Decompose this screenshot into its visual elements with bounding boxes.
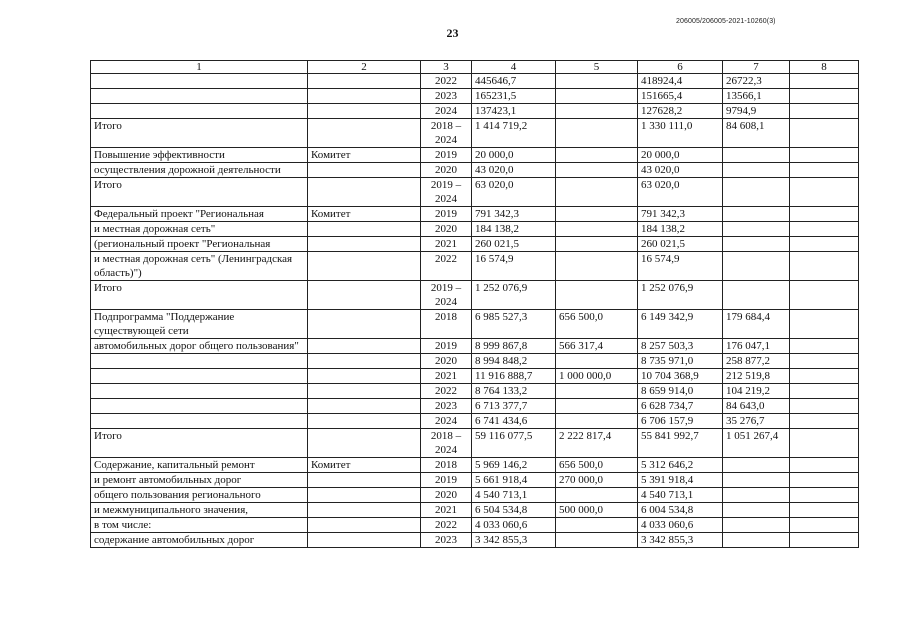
table-cell-c2: [308, 310, 421, 339]
table-row: [91, 89, 859, 104]
table-cell-c1: содержание автомобильных дорог: [91, 533, 308, 548]
table-cell-c1: Федеральный проект "Региональная: [91, 207, 308, 222]
table-cell-c6: 55 841 992,7: [638, 429, 723, 458]
table-cell-c5: [556, 163, 638, 178]
column-header: 6: [638, 61, 723, 74]
table-row: [91, 533, 859, 548]
table-cell-c4: 260 021,5: [472, 237, 556, 252]
table-cell-c4: 43 020,0: [472, 163, 556, 178]
table-cell-c5: [556, 414, 638, 429]
table-cell-c7: 9794,9: [723, 104, 790, 119]
table-cell-c1: (региональный проект "Региональная: [91, 237, 308, 252]
table-cell-c8: [790, 429, 859, 458]
table-cell-c3: 2022: [421, 252, 472, 281]
table-cell-c7: [723, 207, 790, 222]
table-row: [91, 354, 859, 369]
table-cell-c3: 2023: [421, 533, 472, 548]
table-cell-c8: [790, 74, 859, 89]
column-header: 7: [723, 61, 790, 74]
table-cell-c2: [308, 399, 421, 414]
table-cell-c5: [556, 89, 638, 104]
table-cell-c3: 2019 – 2024: [421, 178, 472, 207]
table-cell-c6: 1 330 111,0: [638, 119, 723, 148]
table-cell-c1: Итого: [91, 119, 308, 148]
table-cell-c1: и межмуниципального значения,: [91, 503, 308, 518]
table-cell-c2: [308, 178, 421, 207]
table-cell-c6: 151665,4: [638, 89, 723, 104]
table-cell-c2: [308, 119, 421, 148]
table-cell-c7: 176 047,1: [723, 339, 790, 354]
column-header: 8: [790, 61, 859, 74]
table-row: [91, 104, 859, 119]
table-row: [91, 119, 859, 148]
table-row: [91, 384, 859, 399]
table-cell-c8: [790, 281, 859, 310]
table-cell-c3: 2023: [421, 89, 472, 104]
table-cell-c6: 8 735 971,0: [638, 354, 723, 369]
table-cell-c5: [556, 518, 638, 533]
table-cell-c8: [790, 339, 859, 354]
table-row: [91, 163, 859, 178]
table-cell-c8: [790, 369, 859, 384]
table-cell-c2: [308, 163, 421, 178]
table-row: [91, 429, 859, 458]
table-cell-c7: 26722,3: [723, 74, 790, 89]
table-cell-c5: [556, 354, 638, 369]
table-cell-c5: 656 500,0: [556, 310, 638, 339]
table-cell-c4: 6 713 377,7: [472, 399, 556, 414]
table-cell-c5: 656 500,0: [556, 458, 638, 473]
table-cell-c8: [790, 414, 859, 429]
table-cell-c2: [308, 74, 421, 89]
table-cell-c7: [723, 458, 790, 473]
table-cell-c3: 2024: [421, 414, 472, 429]
table-cell-c6: 16 574,9: [638, 252, 723, 281]
table-cell-c6: 791 342,3: [638, 207, 723, 222]
table-cell-c4: 445646,7: [472, 74, 556, 89]
table-cell-c4: 5 969 146,2: [472, 458, 556, 473]
table-cell-c1: Подпрограмма "Поддержание существующей сети: [91, 310, 308, 339]
table-cell-c8: [790, 237, 859, 252]
table-cell-c2: [308, 503, 421, 518]
table-cell-c7: 1 051 267,4: [723, 429, 790, 458]
table-cell-c1: осуществления дорожной деятельности: [91, 163, 308, 178]
table-cell-c6: 4 540 713,1: [638, 488, 723, 503]
column-header: 4: [472, 61, 556, 74]
table-row: [91, 399, 859, 414]
table-cell-c7: [723, 237, 790, 252]
table-cell-c6: 1 252 076,9: [638, 281, 723, 310]
table-cell-c4: 1 414 719,2: [472, 119, 556, 148]
table-row: [91, 473, 859, 488]
table-cell-c2: [308, 429, 421, 458]
table-cell-c3: 2022: [421, 74, 472, 89]
table-cell-c8: [790, 473, 859, 488]
table-cell-c3: 2018: [421, 310, 472, 339]
table-cell-c4: 8 994 848,2: [472, 354, 556, 369]
table-cell-c1: и местная дорожная сеть" (Ленинградская область)"): [91, 252, 308, 281]
table-cell-c8: [790, 384, 859, 399]
table-cell-c3: 2019 – 2024: [421, 281, 472, 310]
table-cell-c6: 6 149 342,9: [638, 310, 723, 339]
table-cell-c2: [308, 533, 421, 548]
table-cell-c7: 13566,1: [723, 89, 790, 104]
column-header: 1: [91, 61, 308, 74]
table-cell-c6: 20 000,0: [638, 148, 723, 163]
table-cell-c7: [723, 178, 790, 207]
table-cell-c8: [790, 488, 859, 503]
table-row: [91, 518, 859, 533]
table-cell-c7: 258 877,2: [723, 354, 790, 369]
table-cell-c4: 16 574,9: [472, 252, 556, 281]
table-cell-c1: [91, 414, 308, 429]
table-cell-c1: Повышение эффективности: [91, 148, 308, 163]
table-cell-c4: 165231,5: [472, 89, 556, 104]
table-cell-c5: [556, 281, 638, 310]
table-cell-c6: 6 706 157,9: [638, 414, 723, 429]
table-cell-c4: 791 342,3: [472, 207, 556, 222]
table-cell-c1: [91, 369, 308, 384]
table-cell-c5: [556, 178, 638, 207]
table-cell-c1: и ремонт автомобильных дорог: [91, 473, 308, 488]
table-cell-c5: [556, 533, 638, 548]
table-cell-c7: [723, 148, 790, 163]
table-cell-c3: 2019: [421, 473, 472, 488]
table-cell-c1: [91, 399, 308, 414]
column-header: 3: [421, 61, 472, 74]
table-cell-c5: 1 000 000,0: [556, 369, 638, 384]
table-cell-c4: 5 661 918,4: [472, 473, 556, 488]
table-cell-c5: 2 222 817,4: [556, 429, 638, 458]
table-cell-c3: 2019: [421, 148, 472, 163]
table-cell-c5: [556, 207, 638, 222]
table-cell-c2: [308, 89, 421, 104]
table-cell-c8: [790, 148, 859, 163]
table-cell-c1: [91, 89, 308, 104]
table-row: [91, 488, 859, 503]
table-cell-c7: [723, 533, 790, 548]
table-cell-c2: Комитет: [308, 458, 421, 473]
table-cell-c4: 6 741 434,6: [472, 414, 556, 429]
table-row: [91, 414, 859, 429]
table-cell-c6: 10 704 368,9: [638, 369, 723, 384]
table-cell-c3: 2023: [421, 399, 472, 414]
table-cell-c3: 2021: [421, 503, 472, 518]
table-cell-c8: [790, 503, 859, 518]
table-cell-c4: 3 342 855,3: [472, 533, 556, 548]
table-cell-c4: 1 252 076,9: [472, 281, 556, 310]
table-cell-c2: [308, 518, 421, 533]
table-cell-c2: [308, 339, 421, 354]
table-cell-c2: [308, 281, 421, 310]
table-cell-c7: [723, 281, 790, 310]
column-header: 2: [308, 61, 421, 74]
table-cell-c4: 6 985 527,3: [472, 310, 556, 339]
table-cell-c5: [556, 237, 638, 252]
table-cell-c4: 59 116 077,5: [472, 429, 556, 458]
table-cell-c7: 212 519,8: [723, 369, 790, 384]
table-row: [91, 503, 859, 518]
table-cell-c2: Комитет: [308, 207, 421, 222]
table-cell-c6: 184 138,2: [638, 222, 723, 237]
table-cell-c8: [790, 354, 859, 369]
table-cell-c6: 5 312 646,2: [638, 458, 723, 473]
table-cell-c5: [556, 252, 638, 281]
table-cell-c8: [790, 252, 859, 281]
table-cell-c4: 63 020,0: [472, 178, 556, 207]
table-cell-c3: 2022: [421, 384, 472, 399]
page-number: 23: [446, 26, 459, 40]
table-cell-c2: [308, 354, 421, 369]
table-cell-c7: 84 608,1: [723, 119, 790, 148]
table-cell-c8: [790, 518, 859, 533]
table-cell-c8: [790, 310, 859, 339]
table-cell-c2: [308, 237, 421, 252]
table-cell-c2: [308, 104, 421, 119]
table-row: [91, 207, 859, 222]
table-cell-c3: 2024: [421, 104, 472, 119]
table-cell-c7: [723, 473, 790, 488]
table-cell-c7: 179 684,4: [723, 310, 790, 339]
table-cell-c7: 35 276,7: [723, 414, 790, 429]
table-cell-c6: 6 004 534,8: [638, 503, 723, 518]
table-cell-c1: [91, 104, 308, 119]
table-cell-c7: [723, 222, 790, 237]
column-number-row: [91, 61, 859, 74]
table-row: [91, 237, 859, 252]
table-row: [91, 339, 859, 354]
table-cell-c5: 500 000,0: [556, 503, 638, 518]
table-cell-c4: 8 764 133,2: [472, 384, 556, 399]
table-cell-c2: [308, 414, 421, 429]
table-cell-c4: 184 138,2: [472, 222, 556, 237]
table-cell-c8: [790, 89, 859, 104]
table-cell-c3: 2019: [421, 339, 472, 354]
table-cell-c6: 6 628 734,7: [638, 399, 723, 414]
table-cell-c1: в том числе:: [91, 518, 308, 533]
table-cell-c1: Итого: [91, 429, 308, 458]
table-cell-c2: [308, 488, 421, 503]
table-cell-c6: 8 659 914,0: [638, 384, 723, 399]
table-cell-c5: 566 317,4: [556, 339, 638, 354]
table-cell-c4: 20 000,0: [472, 148, 556, 163]
table-cell-c3: 2021: [421, 237, 472, 252]
table-cell-c2: [308, 473, 421, 488]
table-cell-c4: 4 033 060,6: [472, 518, 556, 533]
table-cell-c5: [556, 222, 638, 237]
table-cell-c3: 2018 – 2024: [421, 429, 472, 458]
table-cell-c6: 63 020,0: [638, 178, 723, 207]
table-row: [91, 74, 859, 89]
table-cell-c7: [723, 518, 790, 533]
table-cell-c1: общего пользования регионального: [91, 488, 308, 503]
table-cell-c5: [556, 104, 638, 119]
table-cell-c2: [308, 384, 421, 399]
table-cell-c4: 4 540 713,1: [472, 488, 556, 503]
table-cell-c2: [308, 222, 421, 237]
table-cell-c5: [556, 488, 638, 503]
table-cell-c6: 418924,4: [638, 74, 723, 89]
table-row: [91, 369, 859, 384]
table-cell-c8: [790, 119, 859, 148]
table-row: [91, 310, 859, 339]
table-cell-c4: 6 504 534,8: [472, 503, 556, 518]
table-cell-c1: Итого: [91, 178, 308, 207]
table-cell-c3: 2019: [421, 207, 472, 222]
table-cell-c8: [790, 178, 859, 207]
table-cell-c3: 2018 – 2024: [421, 119, 472, 148]
table-cell-c3: 2022: [421, 518, 472, 533]
table-cell-c8: [790, 458, 859, 473]
table-row: [91, 281, 859, 310]
table-cell-c3: 2020: [421, 488, 472, 503]
table-cell-c2: [308, 252, 421, 281]
table-cell-c2: Комитет: [308, 148, 421, 163]
table-cell-c5: [556, 148, 638, 163]
table-cell-c5: 270 000,0: [556, 473, 638, 488]
table-cell-c1: [91, 354, 308, 369]
column-header: 5: [556, 61, 638, 74]
table-cell-c1: и местная дорожная сеть": [91, 222, 308, 237]
table-cell-c1: [91, 384, 308, 399]
table-row: [91, 252, 859, 281]
table-cell-c7: [723, 252, 790, 281]
table-cell-c8: [790, 207, 859, 222]
table-cell-c7: 104 219,2: [723, 384, 790, 399]
table-row: [91, 178, 859, 207]
table-cell-c5: [556, 119, 638, 148]
table-cell-c7: 84 643,0: [723, 399, 790, 414]
table-cell-c6: 43 020,0: [638, 163, 723, 178]
document-id: 206005/206005-2021-10260(3): [676, 18, 776, 25]
table-cell-c8: [790, 399, 859, 414]
table-cell-c5: [556, 74, 638, 89]
table-cell-c7: [723, 488, 790, 503]
table-cell-c3: 2020: [421, 222, 472, 237]
table-cell-c8: [790, 163, 859, 178]
table-cell-c6: 8 257 503,3: [638, 339, 723, 354]
table-cell-c6: 127628,2: [638, 104, 723, 119]
table-cell-c6: 4 033 060,6: [638, 518, 723, 533]
table-cell-c1: Содержание, капитальный ремонт: [91, 458, 308, 473]
table-cell-c3: 2020: [421, 163, 472, 178]
table-cell-c8: [790, 222, 859, 237]
table-cell-c6: 260 021,5: [638, 237, 723, 252]
table-cell-c4: 137423,1: [472, 104, 556, 119]
table-cell-c4: 8 999 867,8: [472, 339, 556, 354]
table-cell-c5: [556, 384, 638, 399]
table-cell-c1: [91, 74, 308, 89]
table-row: [91, 148, 859, 163]
table-row: [91, 222, 859, 237]
table-cell-c4: 11 916 888,7: [472, 369, 556, 384]
table-cell-c3: 2020: [421, 354, 472, 369]
table-cell-c2: [308, 369, 421, 384]
table-cell-c5: [556, 399, 638, 414]
table-cell-c8: [790, 533, 859, 548]
table-row: [91, 458, 859, 473]
budget-table: [90, 60, 859, 548]
table-cell-c3: 2021: [421, 369, 472, 384]
table-cell-c7: [723, 163, 790, 178]
table-cell-c8: [790, 104, 859, 119]
table-cell-c1: Итого: [91, 281, 308, 310]
table-cell-c3: 2018: [421, 458, 472, 473]
table-cell-c6: 3 342 855,3: [638, 533, 723, 548]
table-cell-c1: автомобильных дорог общего пользования": [91, 339, 308, 354]
table-cell-c6: 5 391 918,4: [638, 473, 723, 488]
table-cell-c7: [723, 503, 790, 518]
